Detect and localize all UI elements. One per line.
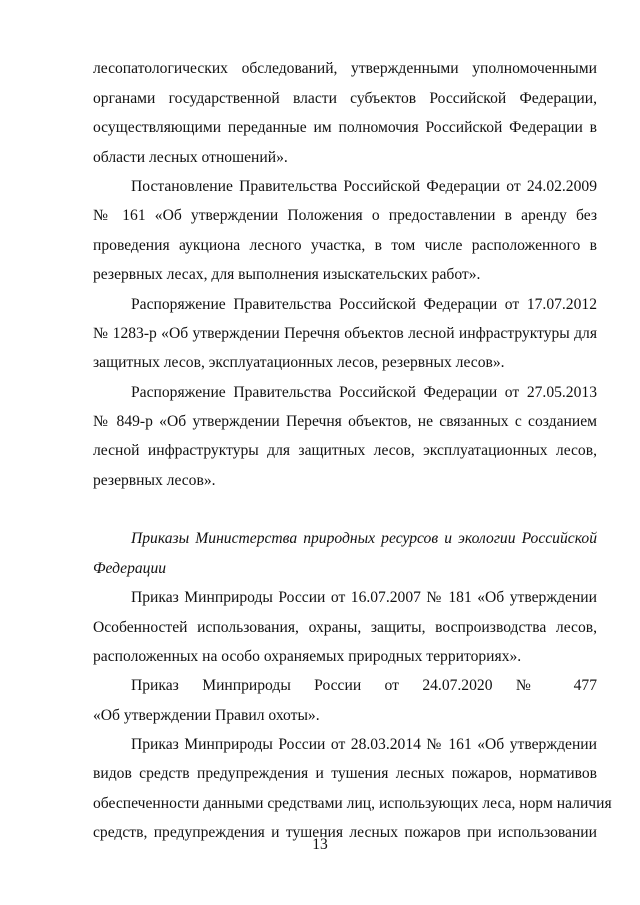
text-line: осуществляющими переданные им полномочия Российской Федерации в	[93, 119, 597, 136]
text-line: № 1283-р «Об утверждении Перечня объектов лесной инфраструктуры для	[93, 325, 597, 342]
text-line: № 849-р «Об утверждении Перечня объектов, не связанных с созданием	[93, 413, 597, 430]
text-line: резервных лесах, для выполнения изыскательских работ».	[93, 266, 481, 283]
text-line: Постановление Правительства Российской Федерации от 24.02.2009	[131, 178, 597, 195]
text-line: лесной инфраструктуры для защитных лесов, эксплуатационных лесов,	[93, 442, 597, 459]
text-line: области лесных отношений».	[93, 149, 288, 166]
text-line: Распоряжение Правительства Российской Федерации от 17.07.2012	[131, 296, 597, 313]
page-number: 13	[312, 836, 328, 853]
text-line: резервных лесов».	[93, 472, 216, 489]
text-line: № 161 «Об утверждении Положения о предоставлении в аренду без	[93, 207, 597, 224]
text-line: Приказ Минприроды России от 24.07.2020 № 477	[131, 677, 597, 694]
text-line: Приказ Минприроды России от 28.03.2014 № 161 «Об утверждении	[131, 736, 597, 753]
text-line: Распоряжение Правительства Российской Федерации от 27.05.2013	[131, 384, 597, 401]
text-line: проведения аукциона лесного участка, в том числе расположенного в	[93, 237, 597, 254]
text-line: защитных лесов, эксплуатационных лесов, резервных лесов».	[93, 354, 505, 371]
text-line: «Об утверждении Правил охоты».	[93, 707, 320, 724]
text-line: обеспеченности данными средствами лиц, использующих леса, норм наличия	[93, 795, 612, 812]
text-line: Приказ Минприроды России от 16.07.2007 № 181 «Об утверждении	[131, 589, 597, 606]
text-line: расположенных на особо охраняемых природных территориях».	[93, 648, 522, 665]
text-line: Федерации	[93, 560, 167, 577]
text-line: Приказы Министерства природных ресурсов и экологии Российской	[131, 530, 597, 547]
text-line: органами государственной власти субъектов Российской Федерации,	[93, 90, 597, 107]
text-line: Особенностей использования, охраны, защиты, воспроизводства лесов,	[93, 619, 597, 636]
text-line: видов средств предупреждения и тушения лесных пожаров, нормативов	[93, 765, 597, 782]
text-line: средств, предупреждения и тушения лесных пожаров при использовании	[93, 824, 597, 841]
text-line: лесопатологических обследований, утвержденными уполномоченными	[93, 60, 597, 77]
